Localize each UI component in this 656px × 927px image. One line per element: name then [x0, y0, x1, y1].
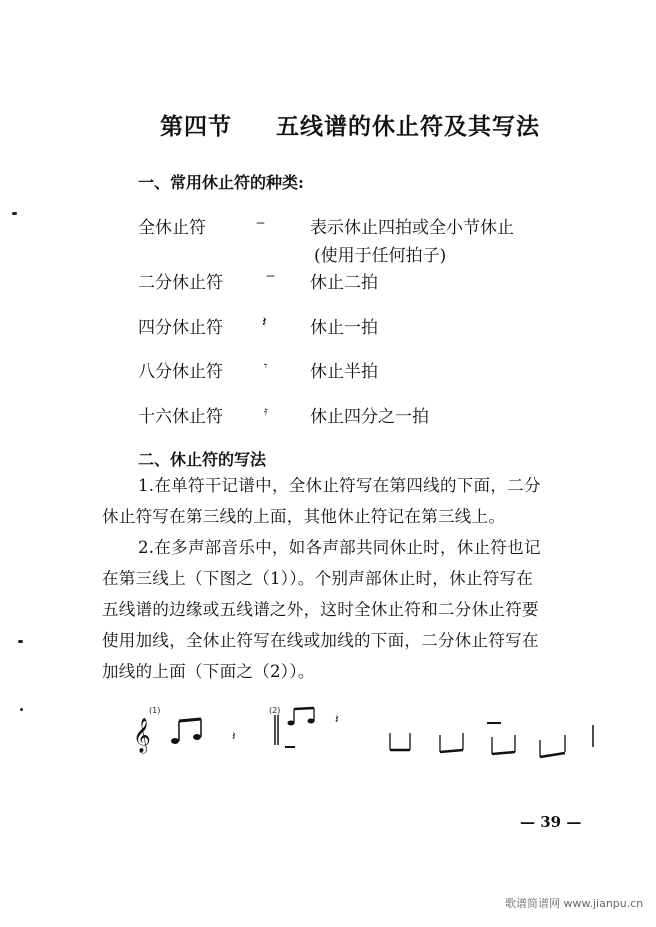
body-text — [102, 470, 602, 687]
sixteenth-rest-icon: 𝄿 — [264, 404, 268, 418]
scan-speck — [18, 640, 23, 643]
body-line: 在第三线上（下图之（1））。个别声部休止时，休止符写在 — [102, 569, 534, 588]
body-line: 2.在多声部音乐中，如各声部共同休止时，休止符也记 — [138, 538, 541, 557]
body-line: 休止符写在第三线的上面，其他休止符记在第三线上。 — [102, 507, 506, 526]
scan-speck — [12, 212, 17, 215]
beamed-pair-2 — [440, 733, 463, 752]
rest-name-whole: 全休止符 — [138, 218, 206, 238]
rest-desc-whole: 表示休止四拍或全小节休止 — [310, 218, 514, 238]
quarter-rest-icon: 𝄽 — [232, 729, 236, 743]
figure-label-1: (1) — [149, 706, 161, 715]
section-number: 第四节 — [160, 113, 232, 140]
part1-heading: 一、常用休止符的种类: — [138, 173, 304, 192]
quarter-rest-icon: 𝄽 — [335, 712, 339, 726]
scan-speck — [20, 708, 23, 711]
half-rest-icon: ‒ — [266, 268, 275, 284]
body-line: 1.在单符干记谱中，全休止符写在第四线的下面，二分 — [138, 476, 541, 495]
eighth-rest-icon: 𝄾 — [264, 359, 268, 373]
part2-heading: 二、休止符的写法 — [138, 450, 267, 469]
beamed-pair-3 — [487, 723, 515, 754]
double-barline — [275, 715, 278, 745]
rest-name-half: 二分休止符 — [138, 273, 223, 293]
rest-desc-sixteenth: 休止四分之一拍 — [310, 407, 429, 427]
body-line: 使用加线，全休止符写在线或加线的下面，二分休止符写在 — [102, 631, 539, 650]
rest-desc-eighth: 休止半拍 — [310, 362, 378, 382]
whole-rest-icon: ‒ — [256, 215, 265, 231]
watermark: 歌谱简谱网 www.jianpu.cn — [505, 897, 644, 910]
quarter-rest-icon: 𝄽 — [262, 313, 267, 331]
rest-desc-quarter: 休止一拍 — [310, 318, 378, 338]
beamed-pair-1 — [390, 733, 410, 750]
rest-desc-half: 休止二拍 — [310, 273, 378, 293]
rest-name-sixteenth: 十六休止符 — [138, 407, 223, 427]
page-title — [160, 108, 540, 141]
beamed-notes-1 — [171, 719, 201, 744]
rest-name-eighth: 八分休止符 — [138, 362, 223, 382]
page-number: — 39 — — [520, 813, 582, 831]
rest-desc-whole-note: (使用于任何拍子) — [314, 246, 447, 266]
beamed-notes-2 — [285, 708, 315, 747]
beamed-pair-4 — [540, 735, 565, 757]
body-line: 五线谱的边缘或五线谱之外，这时全休止符和二分休止符要 — [102, 600, 539, 619]
treble-clef-icon: 𝄞 — [133, 718, 151, 753]
music-notation-figure — [125, 695, 605, 780]
body-line: 加线的上面（下面之（2））。 — [102, 662, 315, 681]
figure-label-2: (2) — [269, 706, 281, 715]
rest-name-quarter: 四分休止符 — [138, 318, 223, 338]
section-heading: 五线谱的休止符及其写法 — [276, 113, 540, 140]
